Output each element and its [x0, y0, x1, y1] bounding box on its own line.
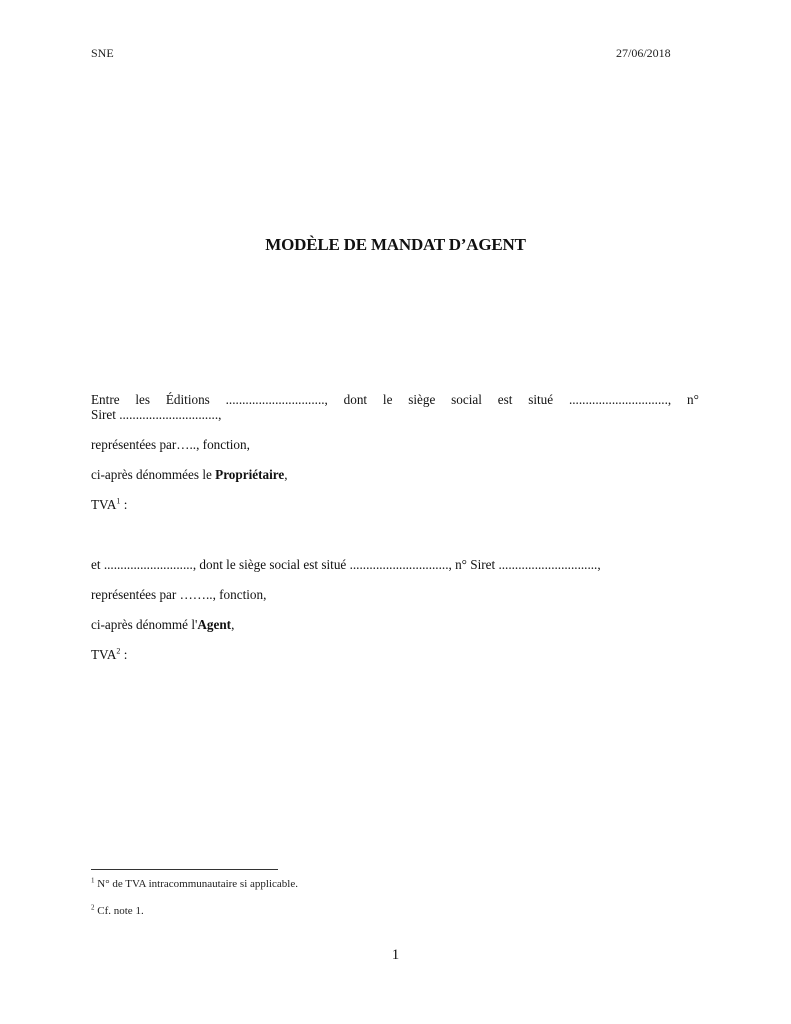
word: social [451, 392, 482, 407]
word: siège [408, 392, 436, 407]
footnote-text: Cf. note 1. [94, 905, 144, 917]
tva-suffix: : [120, 647, 128, 662]
owner-role-bold: Propriétaire [215, 467, 285, 482]
footnote-ref-2[interactable]: 2 [116, 646, 121, 656]
designation-suffix: , [284, 467, 288, 482]
designation-suffix: , [231, 617, 235, 632]
owner-designation [91, 467, 699, 482]
agent-represented-by: représentées par …….., fonction, [91, 587, 267, 602]
word: Entre [91, 392, 120, 407]
document-title: MODÈLE DE MANDAT D’AGENT [265, 235, 526, 254]
word: .............................., [225, 392, 328, 407]
word: situé [528, 392, 554, 407]
word: n° [686, 392, 699, 407]
word: Éditions [165, 392, 210, 407]
tva-label: TVA [91, 497, 117, 512]
page-header-date: 27/06/2018 [616, 46, 671, 60]
tva-label: TVA [91, 647, 117, 662]
word: est [497, 392, 513, 407]
agent-role-bold: Agent [197, 617, 232, 632]
word: les [135, 392, 151, 407]
page-header-left: SNE [91, 46, 114, 60]
footnote-ref-1[interactable]: 1 [116, 496, 121, 506]
footnote-text: N° de TVA intracommunautaire si applicable. [94, 878, 298, 890]
footnote-1 [91, 878, 298, 890]
tva-suffix: : [120, 497, 128, 512]
agent-designation [91, 617, 699, 632]
owner-represented-by: représentées par….., fonction, [91, 437, 250, 452]
footnote-2 [91, 905, 144, 917]
word: dont [343, 392, 368, 407]
footnote-number: 1 [91, 876, 95, 885]
footnote-number: 2 [91, 903, 95, 912]
owner-intro-line1 [91, 392, 699, 407]
designation-prefix: ci-après dénommé l' [91, 617, 198, 632]
designation-prefix: ci-après dénommées le [91, 467, 216, 482]
owner-tva [91, 497, 699, 512]
agent-intro-paragraph: et ..........................., dont le siège social est situé .............................., n° Siret .............................., [91, 557, 601, 572]
word: .............................., [568, 392, 672, 407]
owner-intro-paragraph [91, 392, 699, 422]
page-number: 1 [391, 947, 400, 963]
agent-tva [91, 647, 699, 662]
word: le [382, 392, 393, 407]
footnote-separator [91, 869, 278, 870]
owner-intro-line2: Siret .............................., [91, 407, 222, 422]
